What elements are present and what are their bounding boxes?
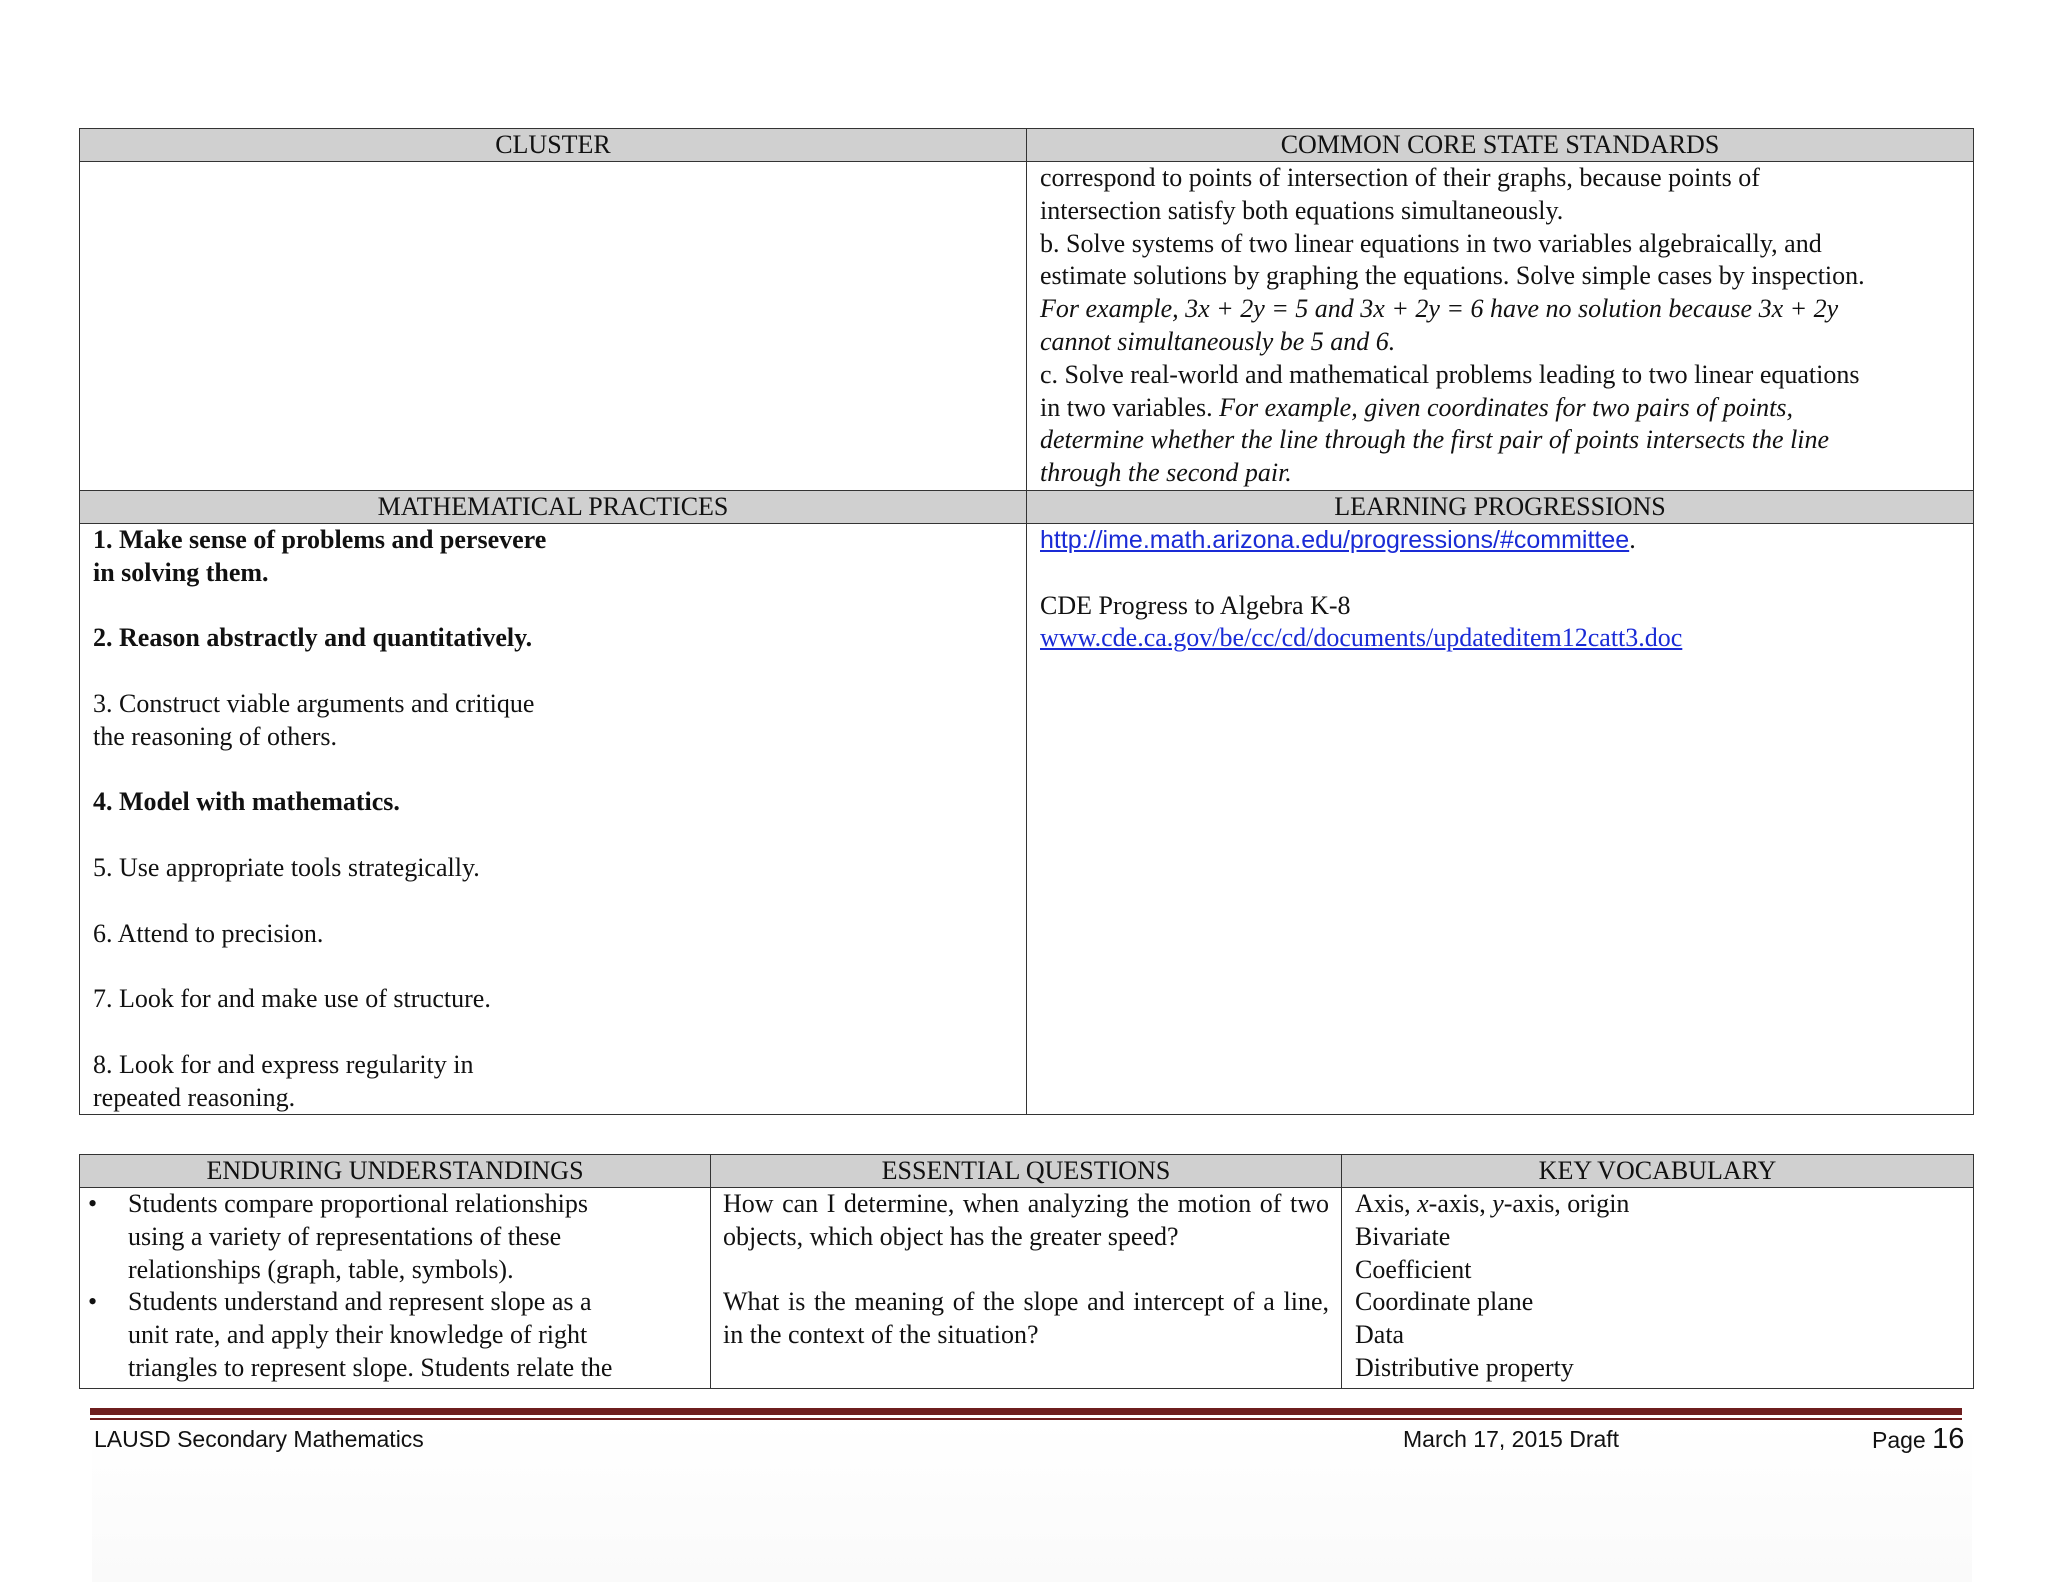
ccss-text-italic: For example, given coordinates for two pairs of points, xyxy=(1219,392,1793,422)
ccss-cell xyxy=(1027,162,1974,491)
table-header-row xyxy=(80,129,1974,162)
footer-rule xyxy=(90,1408,1962,1415)
practices-cell xyxy=(80,523,1027,1114)
table-header-row xyxy=(80,490,1974,523)
table-header-row xyxy=(80,1155,1974,1188)
ccss-line: correspond to points of intersection of their graphs, because points of xyxy=(1040,163,1760,192)
ccss-line: estimate solutions by graphing the equations. Solve simple cases by inspection. xyxy=(1040,261,1865,291)
practice-item: 5. Use appropriate tools strategically. xyxy=(93,852,480,882)
cluster-standards-table xyxy=(79,128,1974,1115)
table-row xyxy=(80,523,1974,1114)
ccss-text-plain: in two variables. xyxy=(1040,392,1220,422)
vocab-header: KEY VOCABULARY xyxy=(1342,1155,1974,1188)
practice-item: 8. Look for and express regularity in repeated reasoning. xyxy=(93,1049,474,1112)
list-item: • Students understand and represent slope as a unit rate, and apply their knowledge of right triangles to represent slope. Students relate the xyxy=(88,1287,613,1382)
practices-header: MATHEMATICAL PRACTICES xyxy=(80,490,1027,523)
cde-label: CDE Progress to Algebra K-8 xyxy=(1040,590,1351,620)
vocab-cell xyxy=(1342,1188,1974,1389)
ccss-header: COMMON CORE STATE STANDARDS xyxy=(1027,129,1974,162)
enduring-header: ENDURING UNDERSTANDINGS xyxy=(80,1155,711,1188)
enduring-cell xyxy=(80,1188,711,1389)
vocab-item: Bivariate xyxy=(1355,1221,1451,1251)
vocab-item: Coordinate plane xyxy=(1355,1287,1534,1317)
vocab-item: Axis, x-axis, y-axis, origin xyxy=(1355,1189,1630,1218)
bullet-icon: • xyxy=(88,1287,98,1317)
ccss-line: cannot simultaneously be 5 and 6. xyxy=(1040,326,1396,356)
ccss-line: For example, 3x + 2y = 5 and 3x + 2y = 6 have no solution because 3x + 2y xyxy=(1040,294,1839,324)
bullet-icon: • xyxy=(88,1189,98,1218)
practice-item: 6. Attend to precision. xyxy=(93,918,324,948)
vocab-list xyxy=(1355,1221,1960,1385)
link-period: . xyxy=(1629,524,1636,554)
vocab-item: Distributive property xyxy=(1355,1352,1574,1382)
practice-item: 1. Make sense of problems and persevere in solving them. xyxy=(93,524,547,587)
vocab-item: Data xyxy=(1355,1320,1405,1350)
practice-item: 2. Reason abstractly and quantitatively. xyxy=(93,623,533,653)
progressions-cell xyxy=(1027,523,1974,1114)
footer-left: LAUSD Secondary Mathematics xyxy=(94,1426,424,1452)
ccss-line: c. Solve real-world and mathematical problems leading to two linear equations xyxy=(1040,359,1860,389)
questions-header: ESSENTIAL QUESTIONS xyxy=(711,1155,1342,1188)
progressions-header: LEARNING PROGRESSIONS xyxy=(1027,490,1974,523)
progressions-link[interactable]: http://ime.math.arizona.edu/progressions/#committee xyxy=(1040,525,1630,554)
ccss-line: b. Solve systems of two linear equations in two variables algebraically, and xyxy=(1040,228,1822,258)
footer-page: Page 16 xyxy=(1872,1423,1965,1455)
cluster-header: CLUSTER xyxy=(80,129,1027,162)
footer-date: March 17, 2015 Draft xyxy=(1403,1426,1620,1452)
ccss-line: intersection satisfy both equations simultaneously. xyxy=(1040,195,1564,225)
list-item: • Students compare proportional relationships using a variety of representations of these relationships (graph, table, symbols). xyxy=(88,1189,588,1284)
cluster-cell xyxy=(80,162,1027,491)
ccss-text xyxy=(1040,162,1960,392)
essential-question: What is the meaning of the slope and intercept of a line, in the context of the situation? xyxy=(723,1287,1329,1350)
ccss-line xyxy=(1040,392,1960,425)
understandings-table xyxy=(79,1154,1974,1389)
page-number: 16 xyxy=(1932,1423,1965,1455)
practice-item: 7. Look for and make use of structure. xyxy=(93,984,491,1014)
footer-rule-thin xyxy=(90,1418,1962,1420)
practice-item: 3. Construct viable arguments and critique the reasoning of others. xyxy=(93,688,535,751)
ccss-line: through the second pair. xyxy=(1040,458,1292,488)
table-row xyxy=(80,1188,1974,1389)
table-row xyxy=(80,162,1974,491)
enduring-list xyxy=(80,1188,697,1385)
essential-question: How can I determine, when analyzing the motion of two objects, which object has the greater speed? xyxy=(723,1189,1329,1251)
practices-list xyxy=(93,524,1013,1114)
vocab-item: Coefficient xyxy=(1355,1254,1472,1284)
questions-cell xyxy=(711,1188,1342,1389)
cde-link[interactable]: www.cde.ca.gov/be/cc/cd/documents/updateditem12catt3.doc xyxy=(1040,623,1683,653)
practice-item: 4. Model with mathematics. xyxy=(93,787,400,817)
ccss-line: determine whether the line through the first pair of points intersects the line xyxy=(1040,425,1830,455)
